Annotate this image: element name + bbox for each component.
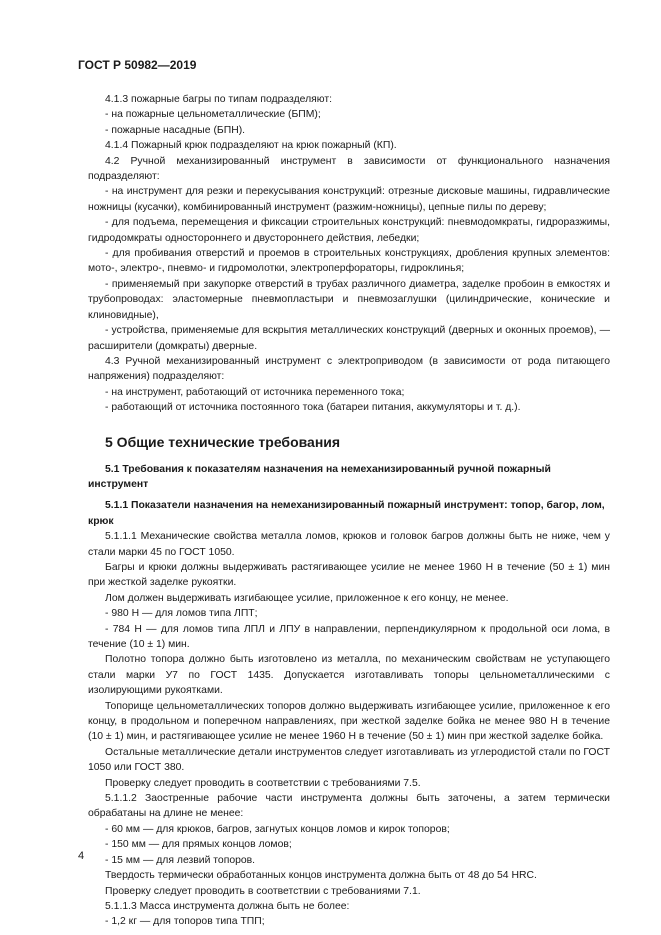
paragraph: - на инструмент для резки и перекусывания конструкций: отрезные дисковые машины, гидравлические ножницы (кусачки), комбинированный инструмент (разжим-ножницы), цепные пилы по дереву; <box>88 186 610 213</box>
paragraph: 5.1.1.2 Заостренные рабочие части инструмента должны быть заточены, а затем термически обрабатаны на длине не менее: <box>88 793 610 820</box>
paragraph: - 1,2 кг — для топоров типа ТПП; <box>105 916 265 928</box>
section-4-paragraphs <box>88 92 610 416</box>
paragraph: 4.3 Ручной механизированный инструмент с электроприводом (в зависимости от рода питающего напряжения) подразделяют: <box>88 355 610 383</box>
heading-5-1-1: 5.1.1 Показатели назначения на немеханизированный пожарный инструмент: топор, багор, лом, крюк <box>88 500 605 527</box>
paragraph: Топорище цельнометаллических топоров должно выдерживать изгибающее усилие, приложенное к его концу, в продольном и поперечном направлениях, при жесткой заделке бойка не менее 980 Н в течение (10 ± 1) мин, и растягивающее усилие не менее 1960 Н в течение (50 ± 1) мин при жесткой заделке бойка. <box>88 700 610 743</box>
paragraph: - работающий от источника постоянного тока (батареи питания, аккумуляторы и т. д.). <box>105 402 521 414</box>
document-body <box>88 92 610 930</box>
paragraph: Полотно топора должно быть изготовлено из металла, по механическим свойствам не уступающего стали марки У7 по ГОСТ 1435. Допускается изготавливать топоры цельнометаллическими с изолирующими рукоятками. <box>88 654 610 697</box>
paragraph: - 784 Н — для ломов типа ЛПЛ и ЛПУ в направлении, перпендикулярном к продольной оси лома, в течение (10 ± 1) мин. <box>88 623 610 650</box>
paragraph: - устройства, применяемые для вскрытия металлических конструкций (дверных и оконных проемов), — расширители (домкраты) дверные. <box>88 325 610 352</box>
paragraph: - пожарные насадные (БПН). <box>105 124 246 136</box>
paragraph: - на инструмент, работающий от источника переменного тока; <box>105 386 405 398</box>
paragraph: - 980 Н — для ломов типа ЛПТ; <box>105 608 258 620</box>
paragraph: Остальные металлические детали инструментов следует изготавливать из углеродистой стали по ГОСТ 1050 или ГОСТ 380. <box>88 746 610 774</box>
paragraph: 5.1.1.3 Масса инструмента должна быть не более: <box>105 900 350 912</box>
paragraph: Проверку следует проводить в соответствии с требованиями 7.5. <box>105 777 421 789</box>
paragraph: Багры и крюки должны выдерживать растягивающее усилие не менее 1960 Н в течение (50 ± 1) мин при жесткой заделке рукоятки. <box>88 561 610 589</box>
document-header: ГОСТ Р 50982—2019 <box>78 58 197 72</box>
page-number: 4 <box>78 850 85 862</box>
paragraph: 4.1.3 пожарные багры по типам подразделяют: <box>105 94 332 105</box>
paragraph: Лом должен выдерживать изгибающее усилие, приложенное к его концу, не менее. <box>105 592 509 604</box>
section-5-paragraphs <box>88 529 610 930</box>
paragraph: 4.2 Ручной механизированный инструмент в зависимости от функционального назначения подразделяют: <box>88 155 610 183</box>
paragraph: Твердость термически обработанных концов инструмента должна быть от 48 до 54 HRC. <box>105 870 537 882</box>
paragraph: - для пробивания отверстий и проемов в строительных конструкциях, дробления крупных элементов: мото-, электро-, пневмо- и гидромолотки, электроперфораторы, гидроклинья; <box>88 248 610 275</box>
paragraph: - применяемый при закупорке отверстий в трубах различного диаметра, заделке пробоин в емкостях и трубопроводах: эластомерные пневмопластыри и пневмозаглушки (цилиндрические, конические и клиновидные), <box>88 278 610 321</box>
paragraph: 5.1.1.1 Механические свойства металла ломов, крюков и головок багров должны быть не ниже, чем у стали марки 45 по ГОСТ 1050. <box>88 531 610 558</box>
paragraph: Проверку следует проводить в соответствии с требованиями 7.1. <box>105 885 421 897</box>
paragraph: - 15 мм — для лезвий топоров. <box>105 854 256 866</box>
paragraph: - 60 мм — для крюков, багров, загнутых концов ломов и кирок топоров; <box>105 823 450 835</box>
paragraph: - 150 мм — для прямых концов ломов; <box>105 839 292 851</box>
paragraph: - на пожарные цельнометаллические (БПМ); <box>105 109 321 121</box>
section-5-title: 5 Общие технические требования <box>105 433 341 450</box>
heading-5-1: 5.1 Требования к показателям назначения на немеханизированный ручной пожарный инструмент <box>88 463 551 490</box>
paragraph: 4.1.4 Пожарный крюк подразделяют на крюк пожарный (КП). <box>105 140 397 152</box>
paragraph: - для подъема, перемещения и фиксации строительных конструкций: пневмодомкраты, гидроразжимы, гидродомкраты одностороннего и двустороннего действия, лебедки; <box>88 217 610 244</box>
